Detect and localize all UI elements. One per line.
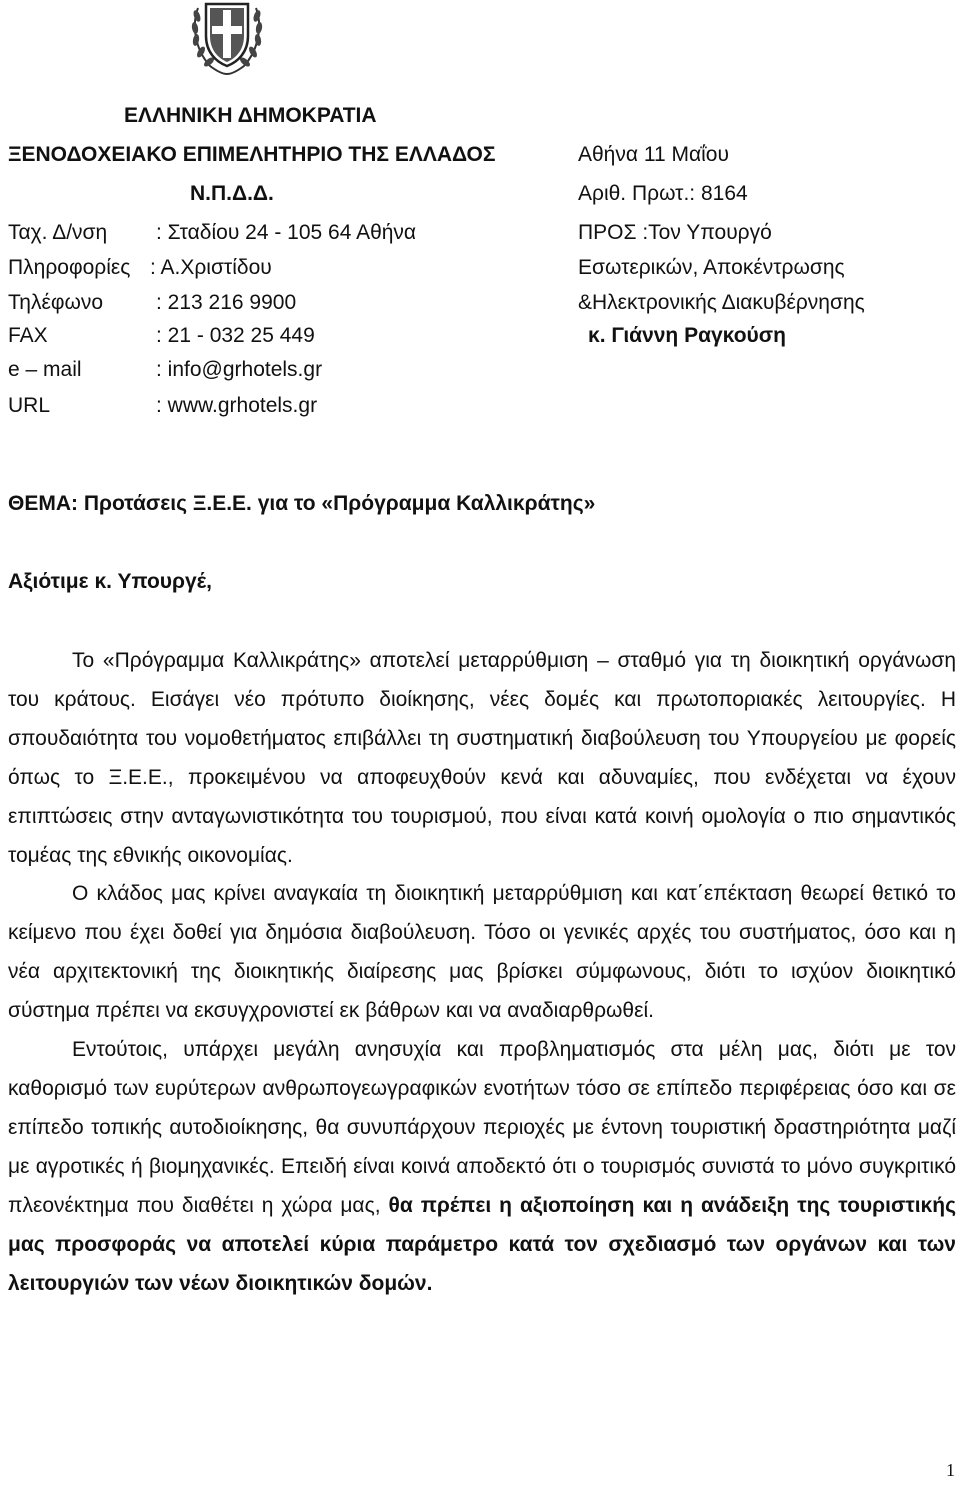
body-paragraph-1: Το «Πρόγραμμα Καλλικράτης» αποτελεί μεταρρύθμιση – σταθμό για τη διοικητική οργάνωση του κράτους. Εισάγει νέο πρότυπο διοίκησης, νέες δομές και πρωτοποριακές λειτουργίες. Η σπουδαιότητα του νομοθετήματος επιβάλλει τη συστηματική διαβούλευση του Υπουργείου με φορείς όπως το Ξ.Ε.Ε., προκειμένου να αποφευχθούν κενά και αδυναμίες, που ενδέχεται να έχουν επιπτώσεις στην ανταγωνιστικότητα του τουρισμού, που είναι κατά κοινή ομολογία ο πιο σημαντικός τομέας της εθνικής οικονομίας. bbox=[8, 649, 956, 867]
recipient-line-3: &Ηλεκτρονικής Διακυβέρνησης bbox=[578, 291, 865, 314]
letter-salutation: Αξιότιμε κ. Υπουργέ, bbox=[8, 570, 212, 593]
recipient-line-2: Εσωτερικών, Αποκέντρωσης bbox=[578, 256, 845, 279]
field-value-fax: : 21 - 032 25 449 bbox=[156, 324, 315, 347]
sender-legal-form: Ν.Π.Δ.Δ. bbox=[190, 182, 274, 205]
recipient-line-1: ΠΡΟΣ :Τον Υπουργό bbox=[578, 221, 772, 244]
sender-country: ΕΛΛΗΝΙΚΗ ΔΗΜΟΚΡΑΤΙΑ bbox=[124, 104, 377, 127]
field-label-fax: FAX bbox=[8, 324, 48, 347]
field-value-address: : Σταδίου 24 - 105 64 Αθήνα bbox=[156, 221, 417, 244]
body-paragraph-3-emphasis: θα πρέπει η αξιοποίηση και η ανάδειξη της τουριστικής μας προσφοράς να αποτελεί κύρια παράμετρο κατά τον σχεδιασμό των οργάνων και των λειτουργιών των νέων διοικητικών δομών. bbox=[8, 1193, 956, 1295]
letter-subject: ΘΕΜΑ: Προτάσεις Ξ.Ε.Ε. για το «Πρόγραμμα Καλλικράτης» bbox=[8, 492, 596, 515]
recipient-name: κ. Γιάννη Ραγκούση bbox=[588, 324, 786, 347]
field-label-address: Ταχ. Δ/νση bbox=[8, 221, 108, 244]
field-value-url: : www.grhotels.gr bbox=[156, 394, 318, 417]
field-label-url: URL bbox=[8, 394, 51, 417]
coat-of-arms-emblem bbox=[188, 0, 266, 76]
field-value-info: : Α.Χριστίδου bbox=[150, 256, 272, 279]
field-value-phone: : 213 216 9900 bbox=[156, 291, 297, 314]
sender-organization: ΞΕΝΟΔΟΧΕΙΑΚΟ ΕΠΙΜΕΛΗΤΗΡΙΟ ΤΗΣ ΕΛΛΑΔΟΣ bbox=[8, 143, 496, 166]
page-number: 1 bbox=[946, 1460, 955, 1480]
field-value-email: : info@grhotels.gr bbox=[156, 358, 323, 381]
body-paragraph-2: Ο κλάδος μας κρίνει αναγκαία τη διοικητική μεταρρύθμιση και κατ΄επέκταση θεωρεί θετικό το κείμενο που έχει δοθεί για δημόσια διαβούλευση. Τόσο οι γενικές αρχές του συστήματος, όσο και η νέα αρχιτεκτονική της διοικητικής διαίρεσης μας βρίσκει σύμφωνους, διότι το ισχύον διοικητικό σύστημα πρέπει να εκσυγχρονιστεί εκ βάθρων και να αναδιαρθρωθεί. bbox=[8, 882, 956, 1023]
letter-date: Αθήνα 11 Μαΐου bbox=[578, 143, 729, 166]
field-label-phone: Τηλέφωνο bbox=[8, 291, 104, 314]
letter-body bbox=[8, 642, 956, 1303]
field-label-info: Πληροφορίες bbox=[8, 256, 131, 279]
body-paragraph-3-text: Εντούτοις, υπάρχει μεγάλη ανησυχία και προβληματισμός στα μέλη μας, διότι με τον καθορισμό των ευρύτερων ανθρωπογεωγραφικών ενοτήτων τόσο σε επίπεδο περιφέρειας όσο και σε επίπεδο τοπικής αυτοδιοίκησης, θα συνυπάρχουν περιοχές με έντονη τουριστική δραστηριότητα μαζί με αγροτικές ή βιομηχανικές. Επειδή είναι κοινά αποδεκτό ότι ο τουρισμός συνιστά το μόνο συγκριτικό πλεονέκτημα που διαθέτει η χώρα μας, bbox=[8, 1038, 956, 1217]
body-paragraph-3 bbox=[8, 1031, 956, 1303]
field-label-email: e – mail bbox=[8, 358, 82, 381]
protocol-number: Αριθ. Πρωτ.: 8164 bbox=[578, 182, 748, 205]
